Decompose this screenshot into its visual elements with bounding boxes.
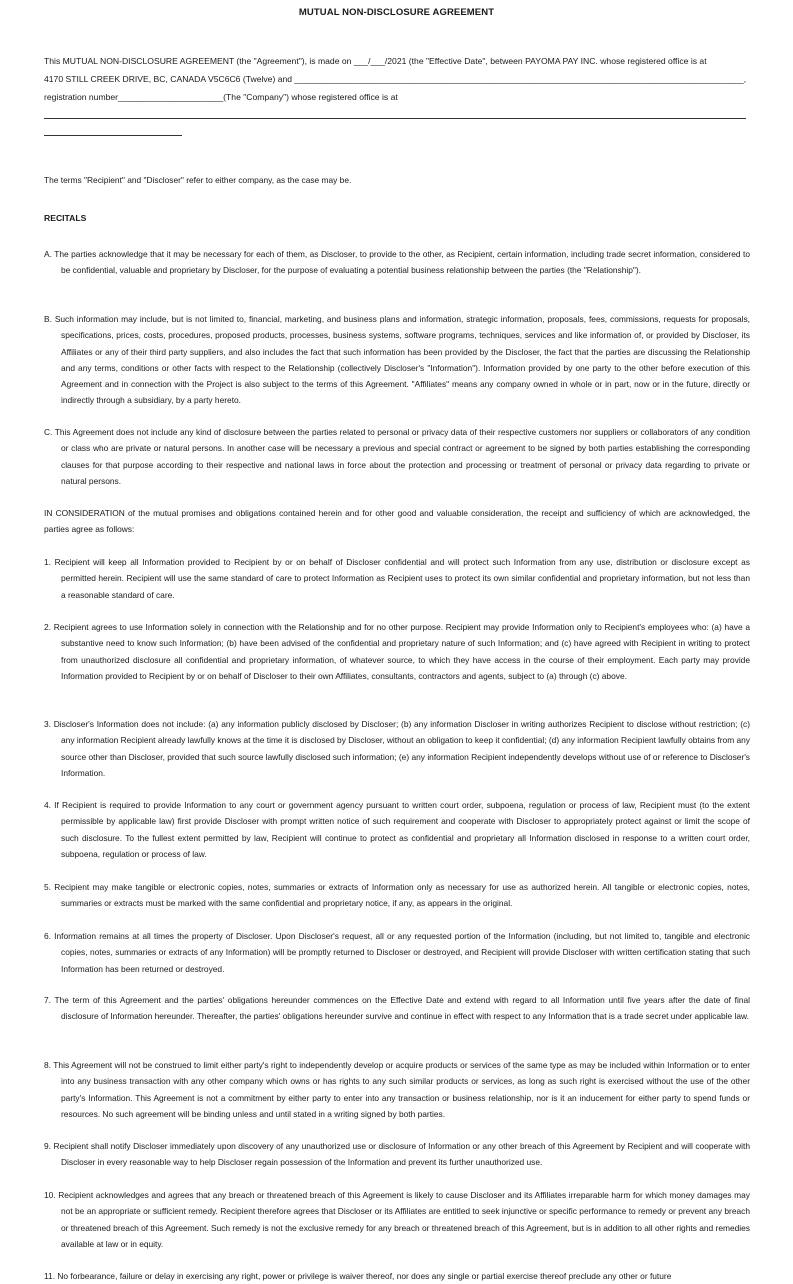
clause-9: 9. Recipient shall notify Discloser immediately upon discovery of any unauthorized use or disclosure of Information or any other breach of this Agreement by Recipient and will cooperate with Discloser in every reasonable way to help Discloser regain possession of the Information and prevent its further unauthorized use. — [44, 1141, 750, 1168]
terms-definition: The terms "Recipient" and "Discloser" refer to either company, as the case may be. — [44, 175, 352, 185]
address-blank-line — [44, 118, 746, 119]
clause-4: 4. If Recipient is required to provide Information to any court or government agency pursuant to written court order, subpoena, regulation or process of law, Recipient must (to the extent permissible by applicable law) first provide Discloser with prompt written notice of such requirement and cooperate with Discloser to appropriately protect against or limit the scope of such disclosure. To the fullest extent permitted by law, Recipient will continue to protect as confidential and proprietary all Information disclosed in response to a written court order, subpoena, regulation or process of law. — [44, 800, 750, 859]
clause-1: 1. Recipient will keep all Information provided to Recipient by or on behalf of Discloser confidential and will protect such Information from any use, distribution or disclosure except as permitted herein. Recipient will use the same standard of care to protect Information as Recipient uses to protect its own similar confidential and proprietary information, but not less than a reasonable standard of care. — [44, 557, 750, 600]
consideration-paragraph: IN CONSIDERATION of the mutual promises and obligations contained herein and for other good and valuable consideration, the receipt and sufficiency of which are acknowledged, the parties agree as follows: — [44, 508, 750, 535]
clause-3: 3. Discloser's Information does not include: (a) any information publicly disclosed by Discloser; (b) any information Discloser in writing authorizes Recipient to disclose without restriction; (c) any information Recipient already lawfully knows at the time it is disclosed by Discloser, without an obligation to keep it confidential; (d) any information Recipient lawfully obtains from any source other than Discloser, provided that such source lawfully disclosed such information; (e) any information Recipient independently develops without use of or reference to Discloser's Information. — [44, 719, 750, 778]
recital-c: C. This Agreement does not include any kind of disclosure between the parties related to personal or privacy data of their respective customers nor suppliers or collaborators of any condition or class who are private or natural persons. In another case will be necessary a previous and special contract or agreement to be signed by both parties establishing the corresponding clauses for that purpose according to their respective and national laws in force about the protection and processing or treatment of personal or privacy data regarding to private or natural persons. — [44, 427, 750, 486]
clause-8: 8. This Agreement will not be construed to limit either party's right to independently develop or acquire products or services of the same type as may be included within Information or to enter into any business transaction with any other company which owns or has rights to any such similar products or services, as long as such right is exercised without the use of the other party's Information. This Agreement is not a commitment by either party to enter into any transaction or business relationship, nor is it an inducement for either party to spend funds or resources. No such agreement will be binding unless and until stated in a writing signed by both parties. — [44, 1060, 750, 1119]
clause-7: 7. The term of this Agreement and the parties' obligations hereunder commences on the Effective Date and extend with regard to all Information until five years after the date of final disclosure of Information hereunder. Thereafter, the parties' obligations hereunder survive and continue in effect with respect to any Information that is a trade secret under applicable law. — [44, 995, 750, 1022]
clause-6: 6. Information remains at all times the property of Discloser. Upon Discloser's request, all or any requested portion of the Information (including, but not limited to, tangible and electronic copies, notes, summaries or extracts of any Information) will be promptly returned to Discloser or destroyed, and Recipient will provide Discloser with written certification stating that such Information has been returned or destroyed. — [44, 931, 750, 974]
clause-10: 10. Recipient acknowledges and agrees that any breach or threatened breach of this Agreement is likely to cause Discloser and its Affiliates irreparable harm for which money damages may not be an appropriate or sufficient remedy. Recipient therefore agrees that Discloser or its Affiliates are entitled to seek injunctive or specific performance to remedy or prevent any breach or threatened breach of this Agreement. Such remedy is not the exclusive remedy for any breach or threatened breach of this Agreement, but is in addition to all other rights and remedies available at law or in equity. — [44, 1190, 750, 1249]
recital-b: B. Such information may include, but is not limited to, financial, marketing, and business plans and information, strategic information, proposals, fees, commissions, requests for proposals, specifications, prices, costs, procedures, proposed products, processes, business systems, software programs, techniques, services and like information of, or provided by Discloser, its Affiliates or any of their third party suppliers, and also includes the fact that such information has been provided by the Discloser, the fact that the parties are discussing the Relationship and any terms, conditions or other facts with respect to the Relationship (collectively Discloser's "Information"). Information provided by one party to the other before execution of this Agreement and in connection with the Project is also subject to the terms of this Agreement. "Affiliates" means any company owned in whole or in part, now or in the future, directly or indirectly through a subsidiary, by a party hereto. — [44, 314, 750, 406]
intro-line-1: This MUTUAL NON-DISCLOSURE AGREEMENT (the "Agreement"), is made on ___/___/2021 (the "Effective Date", between PAYOMA PAY INC. whose registered office is at — [44, 56, 707, 66]
clause-11: 11. No forbearance, failure or delay in exercising any right, power or privilege is waiver thereof, nor does any single or partial exercise thereof preclude any other or future — [44, 1271, 672, 1281]
address-blank-line-short — [44, 135, 182, 136]
intro-line-3: registration number______________________(The "Company") whose registered office is at — [44, 92, 398, 102]
recitals-heading: RECITALS — [44, 213, 87, 223]
clause-5: 5. Recipient may make tangible or electronic copies, notes, summaries or extracts of Information only as necessary for use as authorized herein. All tangible or electronic copies, notes, summaries or extracts must be marked with the same confidential and proprietary notice, if any, as appears in the original. — [44, 882, 750, 909]
intro-line-2: 4170 STILL CREEK DRIVE, BC, CANADA V5C6C6 (Twelve) and ______________________________________________________________________________________________, — [44, 74, 747, 84]
clause-2: 2. Recipient agrees to use Information solely in connection with the Relationship and for no other purpose. Recipient may provide Information only to Recipient's employees who: (a) have a substantive need to know such Information; (b) have been advised of the confidential and proprietary nature of such Information; and (c) have agreed with Recipient in writing to protect from unauthorized disclosure all confidential and proprietary information, of whatever source, to which they have access in the course of their employment. Each party may provide Information provided to Recipient by or on behalf of Discloser to their own Affiliates, consultants, contractors and agents, subject to (a) through (c) above. — [44, 622, 750, 681]
recital-a: A. The parties acknowledge that it may be necessary for each of them, as Discloser, to provide to the other, as Recipient, certain information, including trade secret information, considered to be confidential, valuable and proprietary by Discloser, for the purpose of evaluating a potential business relationship between the parties (the "Relationship"). — [44, 249, 750, 276]
document-title: MUTUAL NON-DISCLOSURE AGREEMENT — [298, 7, 495, 18]
